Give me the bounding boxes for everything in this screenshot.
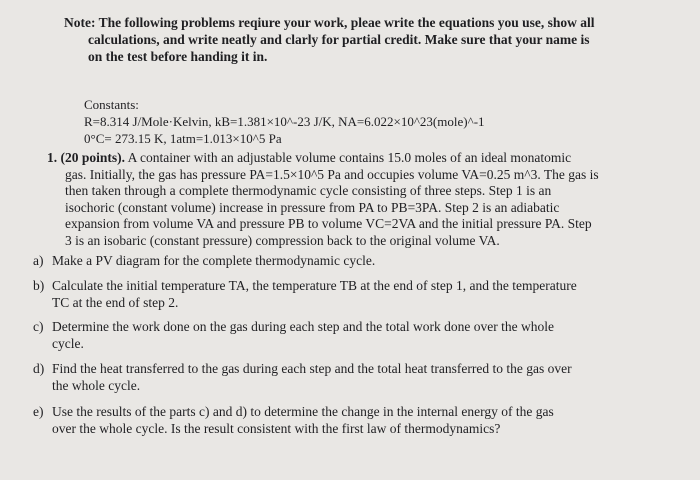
part-e-label: e) <box>33 404 44 419</box>
note-line-1: Note: The following problems reqiure your work, pleae write the equations you use, show all <box>64 15 595 30</box>
part-b <box>33 278 663 311</box>
part-e-line-1: Use the results of the parts c) and d) to determine the change in the internal energy of the gas <box>52 404 554 419</box>
part-b-line-1: Calculate the initial temperature TA, the temperature TB at the end of step 1, and the temperature <box>52 278 577 293</box>
part-e-line-2: over the whole cycle. Is the result consistent with the first law of thermodynamics? <box>52 420 501 436</box>
part-c-line-1: Determine the work done on the gas during each step and the total work done over the whole <box>52 319 554 334</box>
part-c <box>33 319 663 352</box>
problem-line-1 <box>47 150 657 167</box>
problem-line-4: isochoric (constant volume) increase in pressure from PA to PB=3PA. Step 2 is an adiabatic <box>65 199 560 215</box>
part-e <box>33 404 663 437</box>
problem-line-5: expansion from volume VA and pressure PB to volume VC=2VA and the initial pressure PA. Step <box>65 216 592 231</box>
problem-text-line: A container with an adjustable volume contains 15.0 moles of an ideal monatomic <box>127 150 572 165</box>
problem-1 <box>47 150 657 249</box>
part-a <box>33 253 663 270</box>
problem-points: (20 points). <box>60 150 126 165</box>
problem-number: 1. <box>47 150 58 165</box>
part-d-line-1: Find the heat transferred to the gas during each step and the total heat transferred to the gas over <box>52 361 572 376</box>
problem-line-3: then taken through a complete thermodynamic cycle consisting of three steps. Step 1 is an <box>65 183 552 198</box>
problem-line-6: 3 is an isobaric (constant pressure) compression back to the original volume VA. <box>65 232 500 248</box>
constants-heading: Constants: <box>84 97 139 112</box>
part-a-line-1: Make a PV diagram for the complete thermodynamic cycle. <box>52 253 376 268</box>
part-d-line-2: the whole cycle. <box>52 377 141 393</box>
part-d <box>33 361 663 394</box>
part-b-label: b) <box>33 278 45 293</box>
constants-line-2: 0°C= 273.15 K, 1atm=1.013×10^5 Pa <box>84 131 282 146</box>
constants-block <box>84 96 644 147</box>
note-paragraph <box>64 14 664 65</box>
problem-line-2: gas. Initially, the gas has pressure PA=1.5×10^5 Pa and occupies volume VA=0.25 m^3. The gas is <box>65 166 599 182</box>
note-line-2: calculations, and write neatly and clarly for partial credit. Make sure that your name is <box>88 32 590 47</box>
part-b-line-2: TC at the end of step 2. <box>52 294 179 310</box>
note-line-3: on the test before handing it in. <box>88 49 268 64</box>
part-c-line-2: cycle. <box>52 335 84 351</box>
part-d-label: d) <box>33 361 45 376</box>
part-a-label: a) <box>33 253 44 268</box>
part-c-label: c) <box>33 319 44 334</box>
constants-line-1: R=8.314 J/Mole·Kelvin, kB=1.381×10^-23 J/K, NA=6.022×10^23(mole)^-1 <box>84 114 485 129</box>
